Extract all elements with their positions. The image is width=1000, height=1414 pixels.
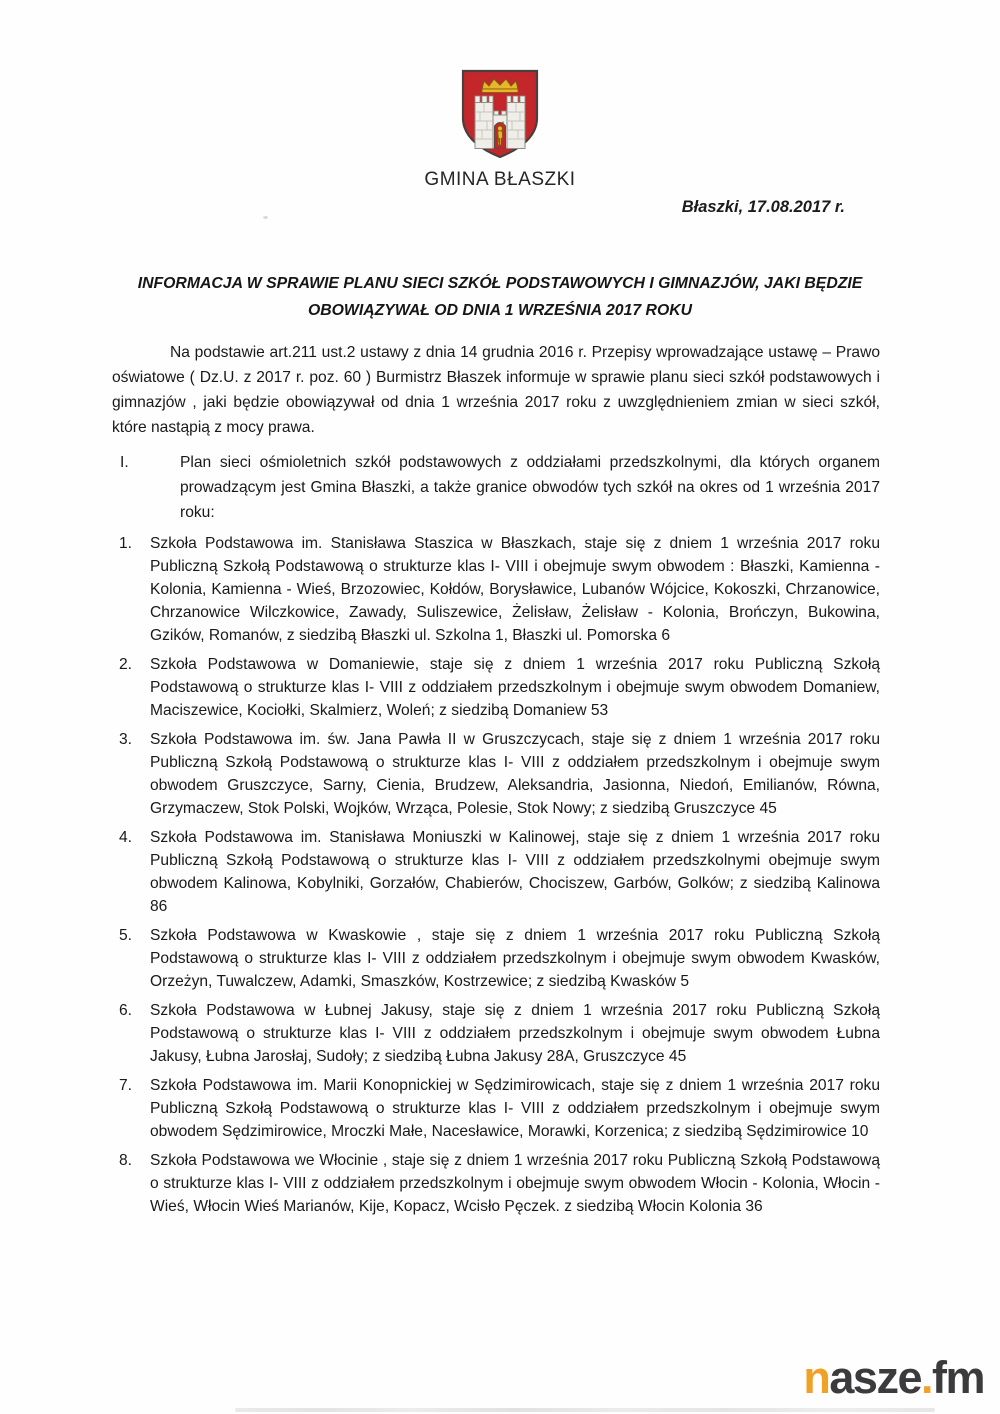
school-item-text: Szkoła Podstawowa we Włocinie , staje się z dniem 1 września 2017 roku Publiczną Szkołą Podstawową o strukturze klas I- VIII z oddziałem przedszkolnym i obejmuje swym obwodem Włocin - Kolonia, Włocin - Wieś, Włocin Wieś Marianów, Kije, Kopacz, Wcisło Pęczek. z siedzibą Włocin Kolonia 36 [150,1152,880,1215]
school-item-number: 4. [119,829,133,846]
school-item-text: Szkoła Podstawowa w Łubnej Jakusy, staje się z dniem 1 września 2017 roku Publiczną Szkołą Podstawową o strukturze klas I- VIII z oddziałem przedszkolnym i obejmuje swym obwodem Łubna Jakusy, Łubna Jarosłaj, Sudoły; z siedzibą Łubna Jakusy 28A, Gruszczyce 45 [150,1002,880,1065]
dateline: Błaszki, 17.08.2017 r. [681,198,845,216]
school-item [112,653,880,722]
logo-dot: . [920,1352,932,1403]
school-item-text: Szkoła Podstawowa w Kwaskowie , staje się z dniem 1 września 2017 roku Publiczną Szkołą Podstawową o strukturze klas I- VIII z oddziałem przedszkolnym i obejmuje swym obwodem Kwasków, Orzeżyn, Tuwalczew, Adamki, Smaszków, Kostrzewice; z siedzibą Kwasków 5 [150,927,880,990]
document-title: INFORMACJA W SPRAWIE PLANU SIECI SZKÓŁ PODSTAWOWYCH I GIMNAZJÓW, JAKI BĘDZIE OBOWIĄZYWAŁ OD DNIA 1 WRZEŚNIA 2017 ROKU [137,275,863,319]
school-item-number: 6. [119,1002,133,1019]
school-item [112,1074,880,1143]
logo-letter-n: n [803,1352,830,1403]
school-item [112,728,880,820]
school-item [112,826,880,918]
school-item-text: Szkoła Podstawowa w Domaniewie, staje się z dniem 1 września 2017 roku Publiczną Szkołą Podstawową o strukturze klas I- VIII z oddziałem przedszkolnym i obejmuje swym obwodem Domaniew, Maciszewice, Kociołki, Skalmierz, Woleń; z siedzibą Domaniew 53 [150,656,880,719]
school-item-number: 7. [119,1077,133,1094]
school-item-number: 2. [119,656,133,673]
blaszki-coat-of-arms-icon [449,68,551,160]
school-item-text: Szkoła Podstawowa im. Marii Konopnickiej w Sędzimirowicach, staje się z dniem 1 września 2017 roku Publiczną Szkołą Podstawową o strukturze klas I- VIII z oddziałem przedszkolnym i obejmuje swym obwodem Sędzimirowice, Mroczki Małe, Nacesławice, Morawki, Korzenica; z siedzibą Sędzimirowice 10 [150,1077,880,1140]
school-item [112,924,880,993]
section-roman-numeral: I. [120,454,129,471]
school-item-text: Szkoła Podstawowa im. Stanisława Staszica w Błaszkach, staje się z dniem 1 września 2017 roku Publiczną Szkołą Podstawową o strukturze klas I- VIII i obejmuje swym obwodem : Błaszki, Kamienna - Kolonia, Kamienna - Wieś, Brzozowiec, Kołdów, Borysławice, Lubanów Wójcice, Kokoszki, Chrzanowice, Chrzanowice Wilczkowice, Zawady, Suliszewice, Żelisław, Żelisław - Kolonia, Brończyn, Bukowina, Gzików, Romanów, z siedzibą Błaszki ul. Szkolna 1, Błaszki ul. Pomorska 6 [150,535,880,644]
school-item-number: 5. [119,927,133,944]
school-list [112,532,880,1218]
document-body [112,340,880,1224]
scan-artifact-smudge [235,1408,935,1412]
school-item-text: Szkoła Podstawowa im. Stanisława Moniuszki w Kalinowej, staje się z dniem 1 września 2017 roku Publiczną Szkołą Podstawową o strukturze klas I- VIII z oddziałem przedszkolnymi obejmuje swym obwodem Kalinowa, Kobylniki, Gorzałów, Chabierów, Chociszew, Garbów, Golków; z siedzibą Kalinowa 86 [150,829,880,915]
intro-paragraph: Na podstawie art.211 ust.2 ustawy z dnia 14 grudnia 2016 r. Przepisy wprowadzające ustawę – Prawo oświatowe ( Dz.U. z 2017 r. poz. 60 ) Burmistrz Błaszek informuje w sprawie planu sieci szkół podstawowych i gimnazjów , jaki będzie obowiązywał od dnia 1 września 2017 roku z uwzględnieniem zmian w sieci szkół, które nastąpią z mocy prawa. [112,344,880,436]
logo-letters-asze: asze [829,1352,921,1403]
school-item [112,1149,880,1218]
school-item [112,999,880,1068]
scan-speck [263,216,268,219]
municipality-name: GMINA BŁASZKI [424,169,576,190]
nasze-fm-logo [803,1352,984,1403]
school-item-number: 3. [119,731,133,748]
logo-letters-fm: fm [932,1352,984,1403]
school-item [112,532,880,647]
section-heading [112,450,880,525]
school-item-text: Szkoła Podstawowa im. św. Jana Pawła II w Gruszczycach, staje się z dniem 1 września 2017 roku Publiczną Szkołą Podstawową o strukturze klas I- VIII z oddziałem przedszkolnym i obejmuje swym obwodem Gruszczyce, Sarny, Cienia, Brudzew, Aleksandria, Jasionna, Niedoń, Emilianów, Równa, Grzymaczew, Stok Polski, Wojków, Wrząca, Polesie, Stok Nowy; z siedzibą Gruszczyce 45 [150,731,880,817]
document-header [0,68,1000,191]
school-item-number: 1. [119,535,133,552]
section-text: Plan sieci ośmioletnich szkół podstawowych z oddziałami przedszkolnymi, dla których organem prowadzącym jest Gmina Błaszki, a także granice obwodów tych szkół na okres od 1 września 2017 roku: [180,454,880,521]
school-item-number: 8. [119,1152,133,1169]
